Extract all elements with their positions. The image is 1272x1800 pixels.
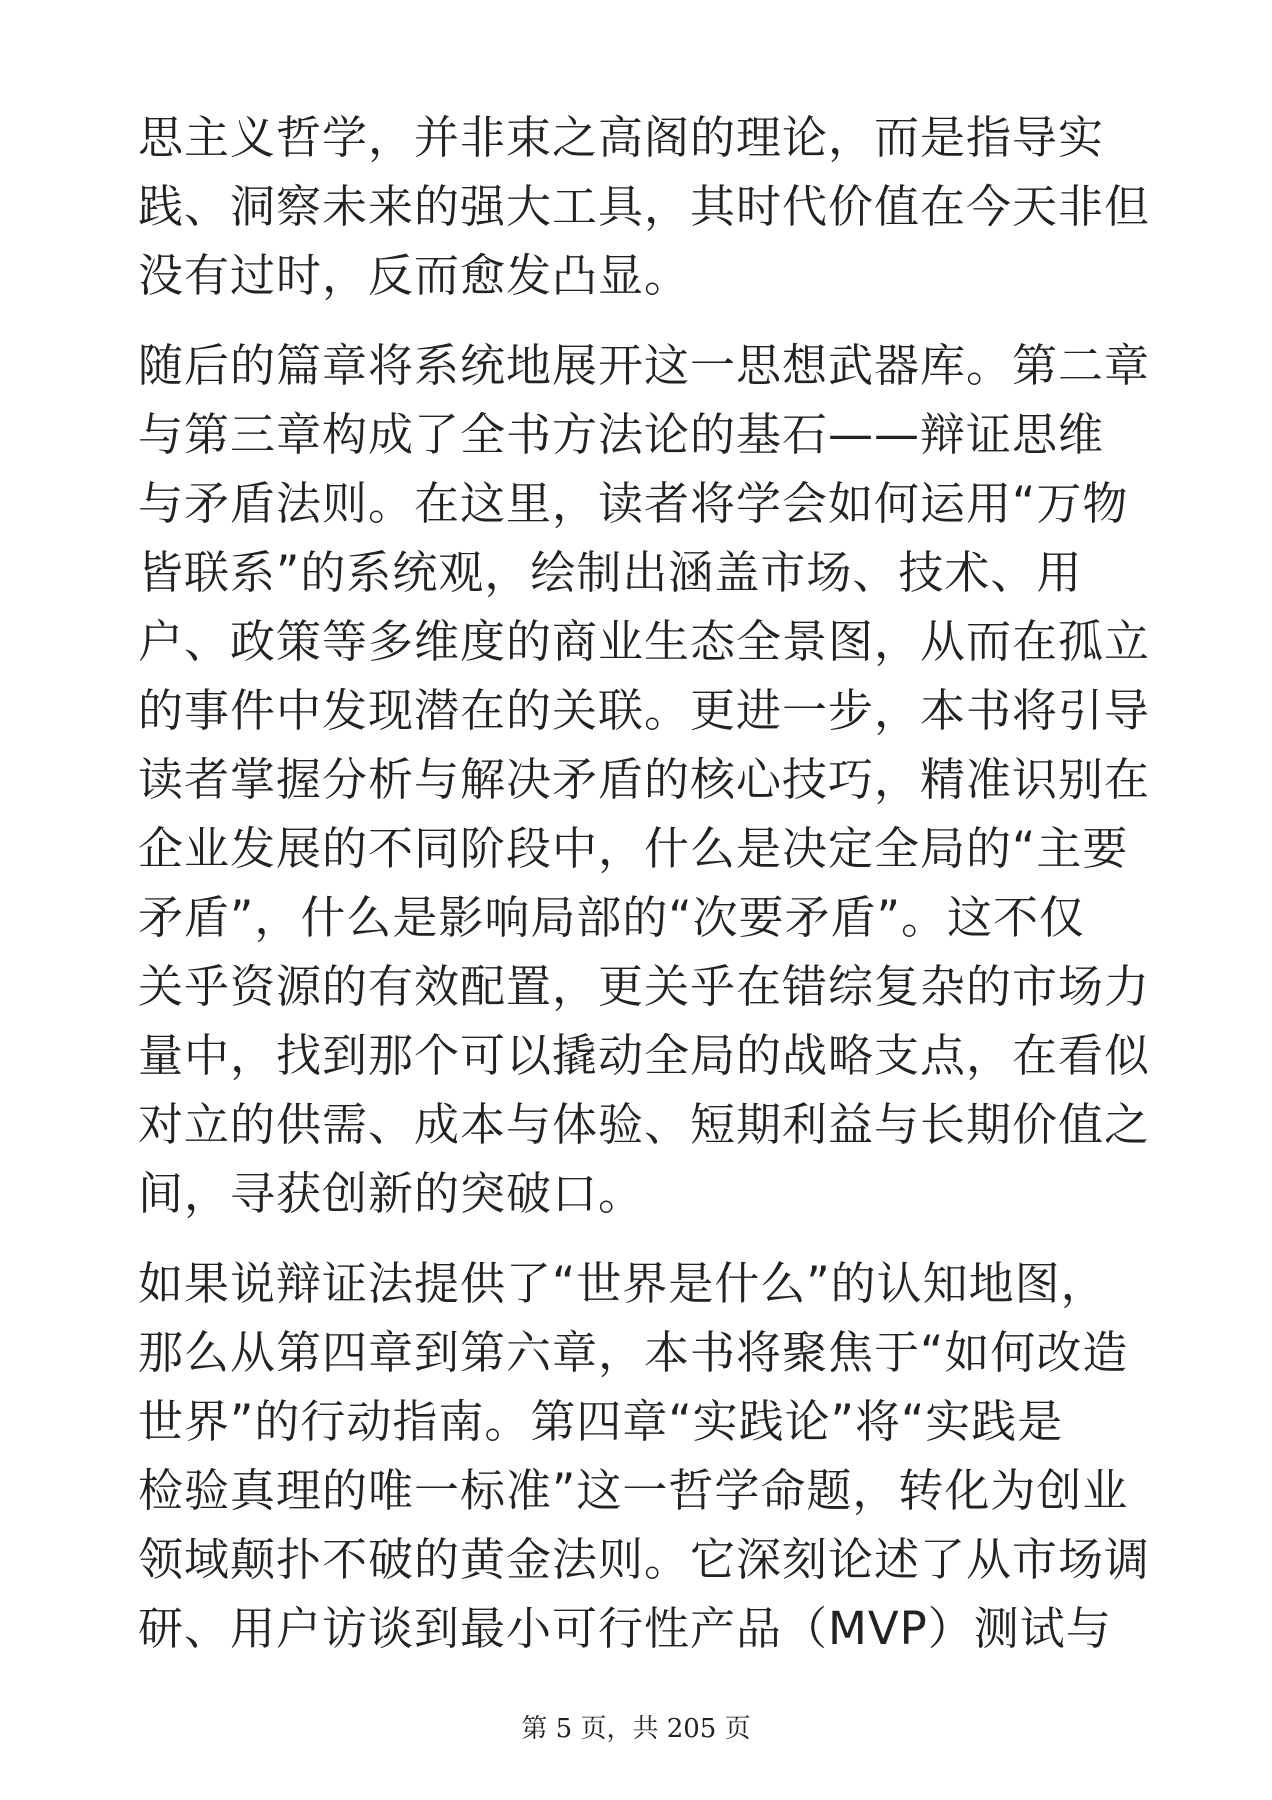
text-line: 世界”的行动指南。第四章“实践论”将“实践是 xyxy=(138,1395,1064,1448)
text-line: 领域颠扑不破的黄金法则。它深刻论述了从市场调 xyxy=(138,1533,1151,1586)
text-line: 对立的供需、成本与体验、短期利益与长期价值之 xyxy=(138,1098,1151,1151)
text-line: 践、洞察未来的强大工具，其时代价值在今天非但 xyxy=(138,180,1151,233)
text-line: 思主义哲学，并非束之高阁的理论，而是指导实 xyxy=(138,111,1105,164)
text-line: 与第三章构成了全书方法论的基石——辩证思维 xyxy=(138,408,1105,461)
text-line: 户、政策等多维度的商业生态全景图，从而在孤立 xyxy=(138,615,1151,668)
text-line: 企业发展的不同阶段中，什么是决定全局的“主要 xyxy=(138,822,1129,875)
page-body xyxy=(138,103,1151,1684)
text-line: 关乎资源的有效配置，更关乎在错综复杂的市场力 xyxy=(138,960,1151,1013)
text-line: 皆联系”的系统观，绘制出涵盖市场、技术、用 xyxy=(138,546,1083,599)
text-line: 检验真理的唯一标准”这一哲学命题，转化为创业 xyxy=(138,1464,1129,1517)
text-line: 矛盾”，什么是影响局部的“次要矛盾”。这不仅 xyxy=(138,891,1085,944)
text-line: 随后的篇章将系统地展开这一思想武器库。第二章 xyxy=(138,339,1151,392)
paragraph xyxy=(138,331,1151,1228)
text-line: 间，寻获创新的突破口。 xyxy=(138,1167,645,1220)
text-line: 如果说辩证法提供了“世界是什么”的认知地图， xyxy=(138,1257,1107,1310)
text-line: 没有过时，反而愈发凸显。 xyxy=(138,249,691,302)
text-line: 那么从第四章到第六章，本书将聚焦于“如何改造 xyxy=(138,1326,1129,1379)
page-number-footer: 第 5 页，共 205 页 xyxy=(521,1714,751,1744)
text-line: 量中，找到那个可以撬动全局的战略支点，在看似 xyxy=(138,1029,1151,1082)
text-line: 读者掌握分析与解决矛盾的核心技巧，精准识别在 xyxy=(138,753,1151,806)
text-line: 研、用户访谈到最小可行性产品（MVP）测试与 xyxy=(138,1602,1112,1655)
text-line: 的事件中发现潜在的关联。更进一步，本书将引导 xyxy=(138,684,1151,737)
paragraph xyxy=(138,1249,1151,1663)
paragraph xyxy=(138,103,1151,310)
text-line: 与矛盾法则。在这里，读者将学会如何运用“万物 xyxy=(138,477,1129,530)
